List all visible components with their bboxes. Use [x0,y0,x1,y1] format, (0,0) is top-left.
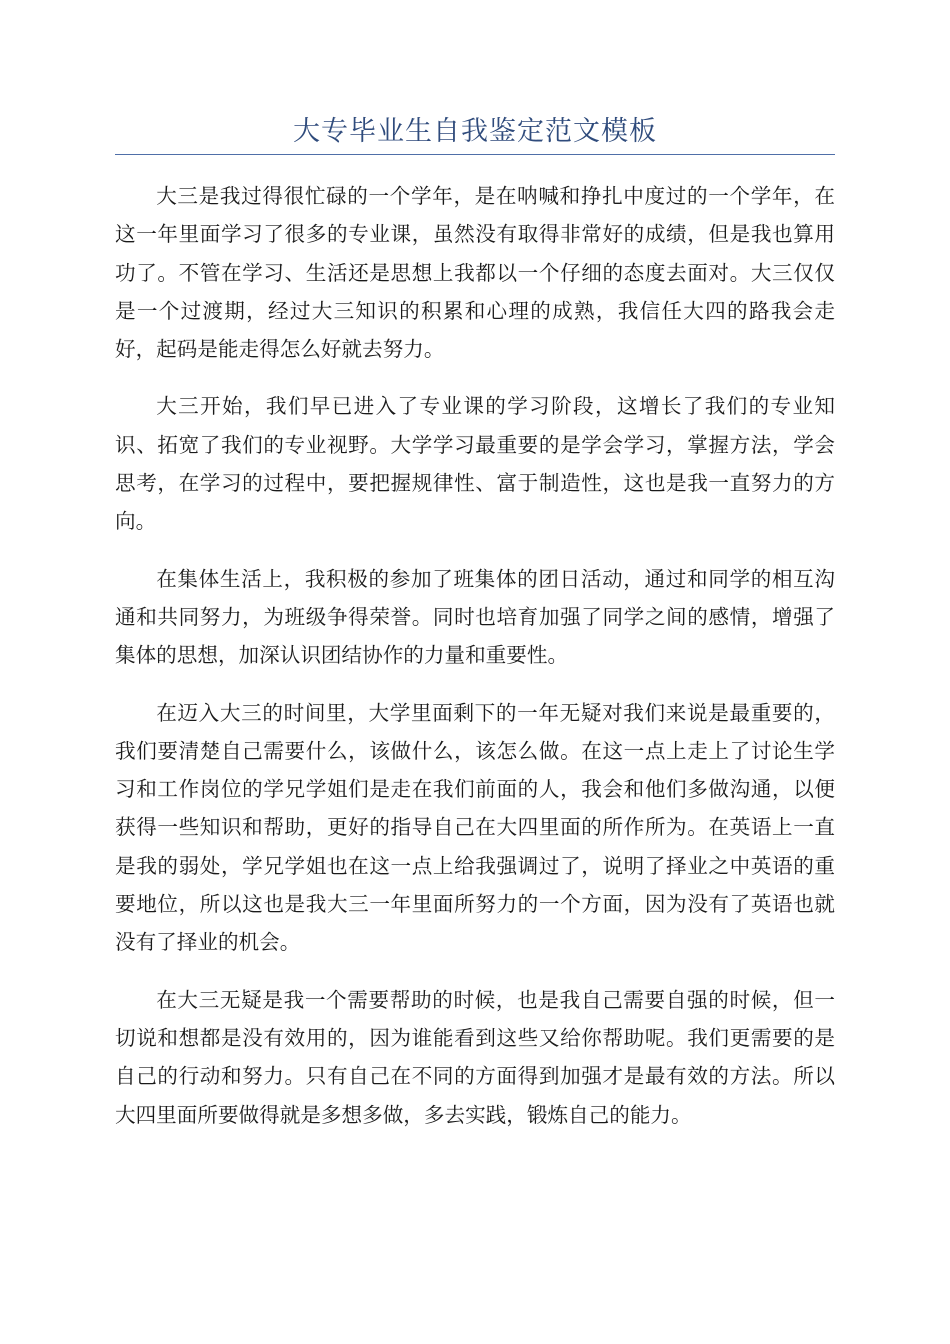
document-title: 大专毕业生自我鉴定范文模板 [293,116,657,147]
document-page [115,112,835,1153]
paragraph-5: 在大三无疑是我一个需要帮助的时候，也是我自己需要自强的时候，但一切说和想都是没有效用的，因为谁能看到这些又给你帮助呢。我们更需要的是自己的行动和努力。只有自己在不同的方面得到加强才是最有效的方法。所以大四里面所要做得就是多想多做，多去实践，锻炼自己的能力。 [115,987,835,1127]
paragraph-4: 在迈入大三的时间里，大学里面剩下的一年无疑对我们来说是最重要的，我们要清楚自己需要什么，该做什么，该怎么做。在这一点上走上了讨论生学习和工作岗位的学兄学姐们是走在我们前面的人，我会和他们多做沟通，以便获得一些知识和帮助，更好的指导自己在大四里面的所作所为。在英语上一直是我的弱处，学兄学姐也在这一点上给我强调过了，说明了择业之中英语的重要地位，所以这也是我大三一年里面所努力的一个方面，因为没有了英语也就没有了择业的机会。 [115,700,835,955]
paragraph-1: 大三是我过得很忙碌的一个学年，是在呐喊和挣扎中度过的一个学年，在这一年里面学习了很多的专业课，虽然没有取得非常好的成绩，但是我也算用功了。不管在学习、生活还是思想上我都以一个仔细的态度去面对。大三仅仅是一个过渡期，经过大三知识的积累和心理的成熟，我信任大四的路我会走好，起码是能走得怎么好就去努力。 [115,184,835,362]
paragraph-3: 在集体生活上，我积极的参加了班集体的团日活动，通过和同学的相互沟通和共同努力，为班级争得荣誉。同时也培育加强了同学之间的感情，增强了集体的思想，加深认识团结协作的力量和重要性。 [115,566,835,668]
title-underline [115,154,835,155]
paragraph-2: 大三开始，我们早已进入了专业课的学习阶段，这增长了我们的专业知识、拓宽了我们的专业视野。大学学习最重要的是学会学习，掌握方法，学会思考，在学习的过程中，要把握规律性、富于制造性，这也是我一直努力的方向。 [115,394,835,534]
